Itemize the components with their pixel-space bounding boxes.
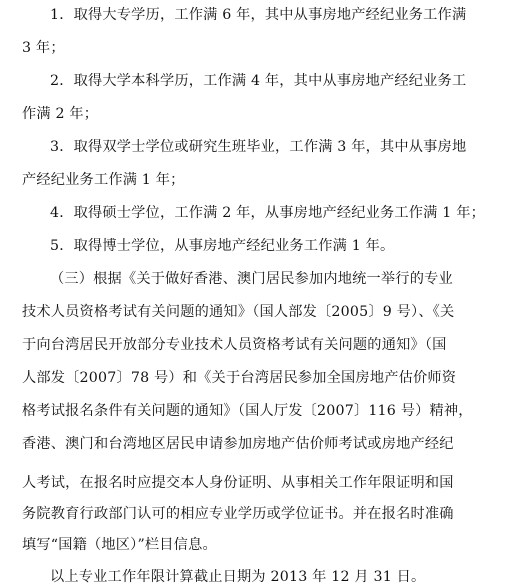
- item-2-line-2: 作满 2 年；: [22, 106, 99, 122]
- item-1-line-2: 3 年；: [22, 40, 65, 56]
- section-3-line-9: 填写“国籍（地区）”栏目信息。: [22, 537, 217, 553]
- section-3-line-4: 人部发〔2007〕78 号）和《关于台湾居民参加全国房地产估价师资: [22, 370, 457, 386]
- item-1-line-1: 1．取得大专学历，工作满 6 年，其中从事房地产经纪业务工作满: [50, 7, 467, 23]
- section-3-line-3: 于向台湾居民开放部分专业技术人员资格考试有关问题的通知》（国: [22, 337, 447, 353]
- section-3-line-5: 格考试报名条件有关问题的通知》（国人厅发〔2007〕116 号）精神，: [22, 403, 473, 419]
- item-2-line-1: 2．取得大学本科学历，工作满 4 年，其中从事房地产经纪业务工: [50, 73, 467, 89]
- closing-line: 以上专业工作年限计算截止日期为 2013 年 12 月 31 日。: [50, 569, 426, 585]
- section-3-line-6: 香港、澳门和台湾地区居民申请参加房地产估价师考试或房地产经纪: [22, 436, 454, 452]
- item-5-line-1: 5．取得博士学位，从事房地产经纪业务工作满 1 年。: [50, 238, 395, 254]
- item-4-line-1: 4．取得硕士学位，工作满 2 年，从事房地产经纪业务工作满 1 年；: [50, 205, 485, 221]
- item-3-line-1: 3．取得双学士学位或研究生班毕业，工作满 3 年，其中从事房地: [50, 139, 467, 155]
- section-3-line-7: 人考试，在报名时应提交本人身份证明、从事相关工作年限证明和国: [22, 475, 454, 491]
- item-3-line-2: 产经纪业务工作满 1 年；: [22, 172, 185, 188]
- section-3-line-1: （三）根据《关于做好香港、澳门居民参加内地统一举行的专业: [50, 271, 453, 287]
- section-3-line-2: 技术人员资格考试有关问题的通知》（国人部发〔2005〕9 号）、《关: [22, 304, 455, 320]
- section-3-line-8: 务院教育行政部门认可的相应专业学历或学位证书。并在报名时准确: [22, 506, 454, 522]
